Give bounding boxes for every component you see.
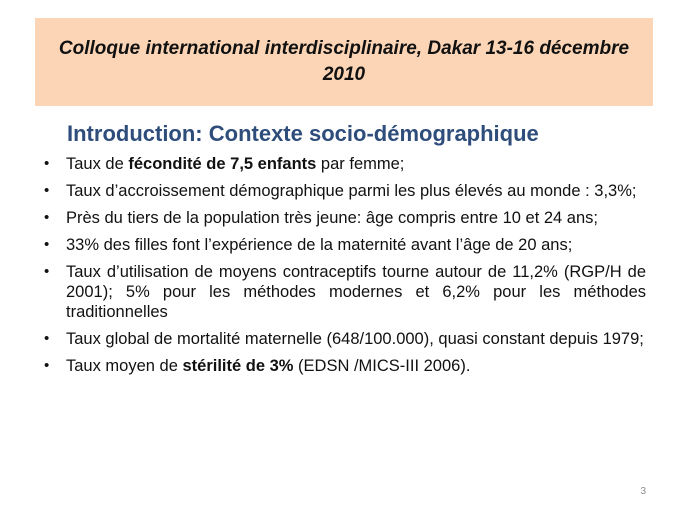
bullet-text: Taux global de mortalité maternelle (648/100.000), quasi constant depuis 1979; xyxy=(66,330,644,348)
bullet-dot-icon: • xyxy=(44,182,50,199)
bullet-list xyxy=(44,154,646,383)
title-banner xyxy=(35,18,653,106)
banner-title: Colloque international interdisciplinaire, Dakar 13-16 décembre 2010 xyxy=(58,38,630,85)
bullet-text: (EDSN /MICS-III 2006). xyxy=(293,357,471,375)
bullet-item xyxy=(44,235,646,255)
bullet-text: Taux de xyxy=(66,155,129,173)
bullet-item xyxy=(44,262,646,322)
bullet-item xyxy=(44,181,646,201)
bullet-dot-icon: • xyxy=(44,357,50,374)
bullet-dot-icon: • xyxy=(44,330,50,347)
bullet-dot-icon: • xyxy=(44,263,50,280)
bullet-dot-icon: • xyxy=(44,209,50,226)
slide-subtitle: Introduction: Contexte socio-démographique xyxy=(67,121,539,146)
bullet-text: Taux moyen de xyxy=(66,357,183,375)
page-number: 3 xyxy=(640,486,646,497)
bullet-item xyxy=(44,154,646,174)
bullet-item xyxy=(44,208,646,228)
bullet-text: Près du tiers de la population très jeune: âge compris entre 10 et 24 ans; xyxy=(66,209,598,227)
bullet-text: Taux d’accroissement démographique parmi les plus élevés au monde : 3,3%; xyxy=(66,182,637,200)
bullet-text: par femme; xyxy=(316,155,405,173)
bullet-item xyxy=(44,356,646,376)
bullet-text: 33% des filles font l’expérience de la maternité avant l’âge de 20 ans; xyxy=(66,236,573,254)
bullet-item xyxy=(44,329,646,349)
bullet-text: Taux d’utilisation de moyens contraceptifs tourne autour de 11,2% (RGP/H de 2001); 5% pour les méthodes modernes et 6,2% pour les méthodes traditionnelles xyxy=(66,263,646,321)
bullet-text-bold: fécondité de 7,5 enfants xyxy=(128,155,317,173)
bullet-dot-icon: • xyxy=(44,236,50,253)
bullet-dot-icon: • xyxy=(44,155,50,172)
bullet-text-bold: stérilité de 3% xyxy=(182,357,294,375)
